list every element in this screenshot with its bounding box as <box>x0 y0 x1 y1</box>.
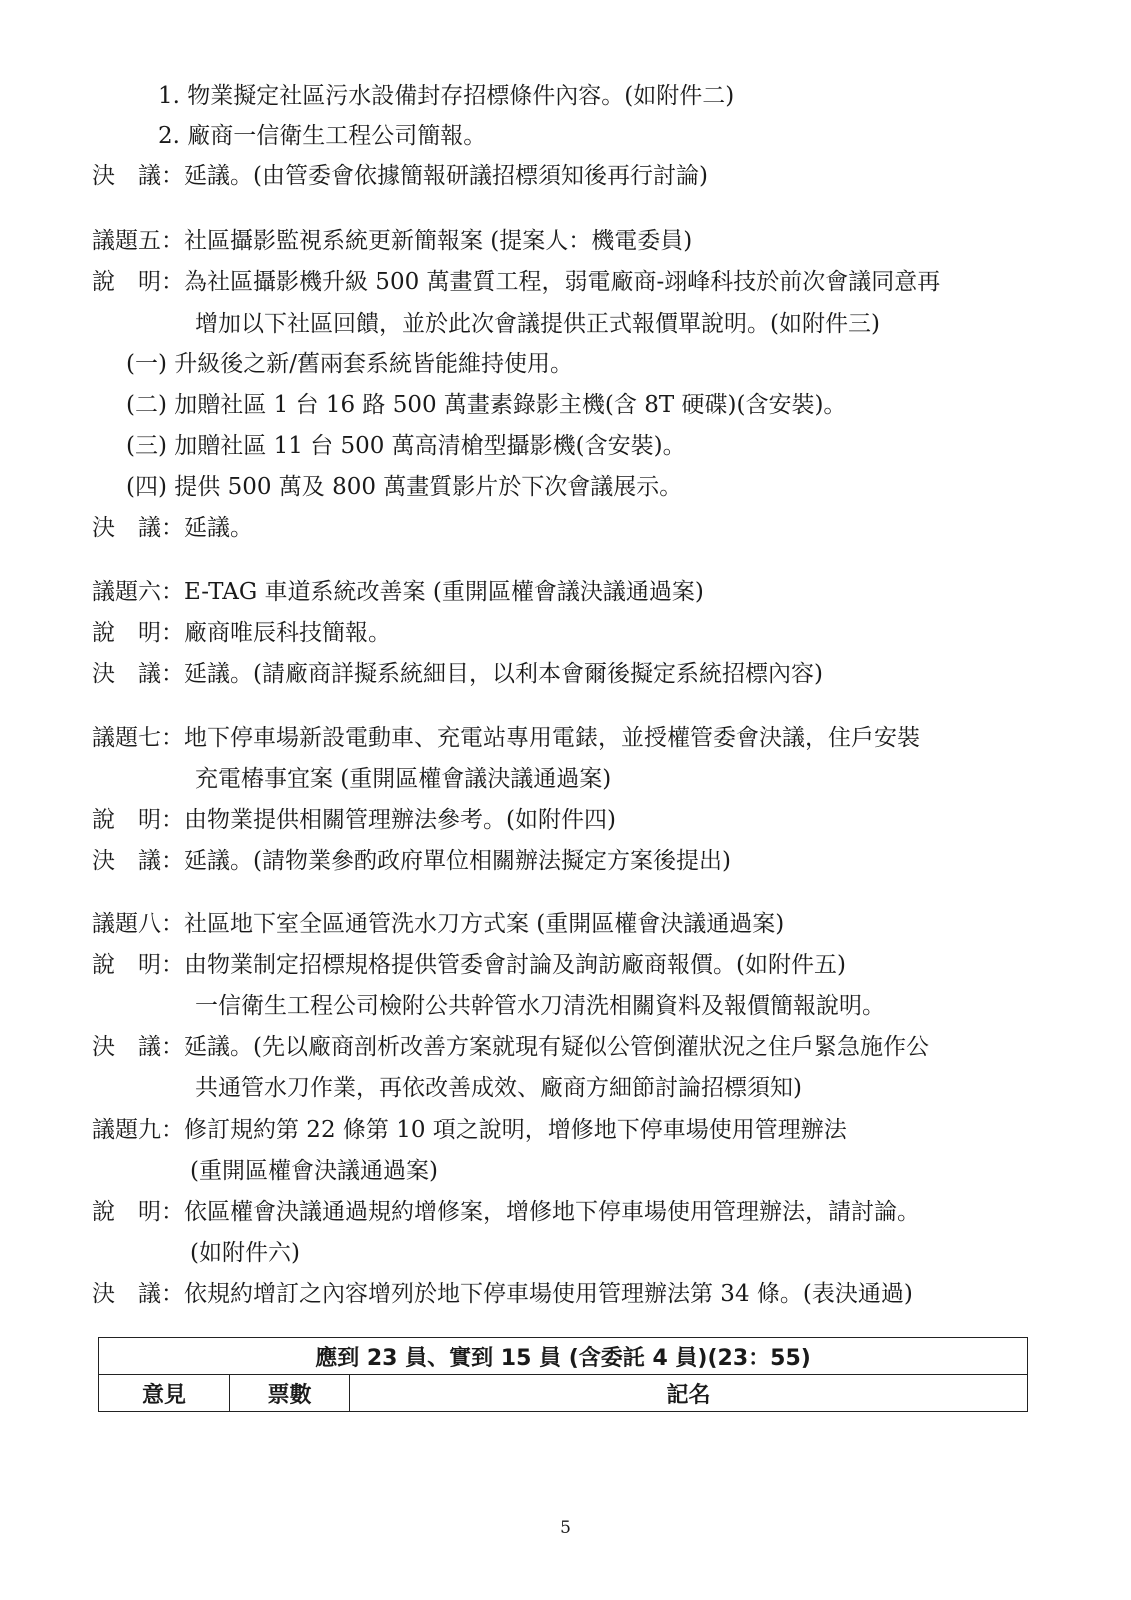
topic-5-title-row <box>92 226 692 256</box>
explanation-label: 說 明： <box>92 620 184 646</box>
item-2: 2. 廠商一信衛生工程公司簡報。 <box>158 123 487 149</box>
resolution-label: 決 議： <box>92 1034 184 1060</box>
topic-6-resolution: 延議。(請廠商詳擬系統細目，以利本會爾後擬定系統招標內容) <box>184 661 823 687</box>
topic-8-explanation-line-1: 由物業制定招標規格提供管委會討論及詢訪廠商報價。(如附件五) <box>184 952 846 978</box>
explanation-label: 說 明： <box>92 269 184 295</box>
column-votes: 票數 <box>230 1375 350 1412</box>
topic-5-resolution-row <box>92 513 253 543</box>
topic-5-sub-2: (二) 加贈社區 1 台 16 路 500 萬畫素錄影主機(含 8T 硬碟)(含安裝)。 <box>126 392 847 418</box>
topic-8-explanation-line-2: 一信衛生工程公司檢附公共幹管水刀清洗相關資料及報價簡報說明。 <box>195 993 885 1019</box>
resolution-label: 決 議： <box>92 848 184 874</box>
topic-5-explanation-row <box>92 267 940 297</box>
topic-8-title: 社區地下室全區通管洗水刀方式案 (重開區權會決議通過案) <box>184 911 785 937</box>
topic-9-title-row <box>92 1115 847 1145</box>
topic-8-label: 議題八： <box>92 911 184 937</box>
topic-5-sub-1: (一) 升級後之新/舊兩套系統皆能維持使用。 <box>126 351 574 377</box>
topic-7-explanation-row <box>92 805 616 835</box>
attendance-header: 應到 23 員、實到 15 員 (含委託 4 員)(23：55) <box>99 1338 1028 1375</box>
topic-5-explanation-line-1: 為社區攝影機升級 500 萬畫質工程，弱電廠商-翊峰科技於前次會議同意再 <box>184 269 941 295</box>
topic-7-label: 議題七： <box>92 725 184 751</box>
topic-7-title-row <box>92 723 920 753</box>
topic-8-resolution-line-2: 共通管水刀作業，再依改善成效、廠商方細節討論招標須知) <box>195 1075 802 1101</box>
topic-5-resolution: 延議。 <box>184 515 253 541</box>
topic-8-title-row <box>92 909 784 939</box>
topic-7-title-line-2: 充電樁事宜案 (重開區權會議決議通過案) <box>195 766 612 792</box>
column-opinion: 意見 <box>99 1375 230 1412</box>
topic-9-resolution-row <box>92 1279 913 1309</box>
page-number: 5 <box>560 1518 571 1538</box>
topic-6-title-row <box>92 577 704 607</box>
topic-7-resolution: 延議。(請物業參酌政府單位相關辦法擬定方案後提出) <box>184 848 731 874</box>
topic-7-explanation: 由物業提供相關管理辦法參考。(如附件四) <box>184 807 616 833</box>
topic-7-resolution-row <box>92 846 731 876</box>
topic-8-explanation-row <box>92 950 846 980</box>
topic-6-explanation-row <box>92 618 391 648</box>
resolution-label: 決 議： <box>92 661 184 687</box>
vote-table-columns-row <box>99 1375 1028 1412</box>
topic-6-title: E-TAG 車道系統改善案 (重開區權會議決議通過案) <box>184 579 704 605</box>
topic-5-title: 社區攝影監視系統更新簡報案 (提案人：機電委員) <box>184 228 693 254</box>
topic-8-resolution-line-1: 延議。(先以廠商剖析改善方案就現有疑似公管倒灌狀況之住戶緊急施作公 <box>184 1034 929 1060</box>
explanation-label: 說 明： <box>92 952 184 978</box>
resolution-label: 決 議： <box>92 515 184 541</box>
vote-table-header-row <box>99 1338 1028 1375</box>
topic-5-explanation-line-2: 增加以下社區回饋，並於此次會議提供正式報價單說明。(如附件三) <box>195 311 880 337</box>
topic-9-label: 議題九： <box>92 1117 184 1143</box>
item-1: 1. 物業擬定社區污水設備封存招標條件內容。(如附件二) <box>158 83 735 109</box>
resolution-label: 決 議： <box>92 1281 184 1307</box>
vote-table <box>98 1337 1028 1412</box>
resolution-label: 決 議： <box>92 163 184 189</box>
topic-6-label: 議題六： <box>92 579 184 605</box>
topic-9-resolution: 依規約增訂之內容增列於地下停車場使用管理辦法第 34 條。(表決通過) <box>184 1281 913 1307</box>
topic-9-explanation-row <box>92 1197 920 1227</box>
topic-7-title-line-1: 地下停車場新設電動車、充電站專用電錶，並授權管委會決議，住戶安裝 <box>184 725 920 751</box>
explanation-label: 說 明： <box>92 1199 184 1225</box>
topic-6-explanation: 廠商唯辰科技簡報。 <box>184 620 391 646</box>
topic-9-title-line-2: (重開區權會決議通過案) <box>190 1158 438 1184</box>
topic-5-sub-4: (四) 提供 500 萬及 800 萬畫質影片於下次會議展示。 <box>126 474 683 500</box>
topic-5-label: 議題五： <box>92 228 184 254</box>
resolution-row <box>92 161 708 191</box>
topic-5-sub-3: (三) 加贈社區 11 台 500 萬高清槍型攝影機(含安裝)。 <box>126 433 686 459</box>
explanation-label: 說 明： <box>92 807 184 833</box>
resolution-text: 延議。(由管委會依據簡報研議招標須知後再行討論) <box>184 163 708 189</box>
topic-9-explanation-line-2: (如附件六) <box>190 1240 300 1266</box>
topic-6-resolution-row <box>92 659 823 689</box>
topic-9-explanation-line-1: 依區權會決議通過規約增修案，增修地下停車場使用管理辦法，請討論。 <box>184 1199 920 1225</box>
topic-9-title-line-1: 修訂規約第 22 條第 10 項之說明，增修地下停車場使用管理辦法 <box>184 1117 847 1143</box>
topic-8-resolution-row <box>92 1032 929 1062</box>
column-names: 記名 <box>350 1375 1028 1412</box>
